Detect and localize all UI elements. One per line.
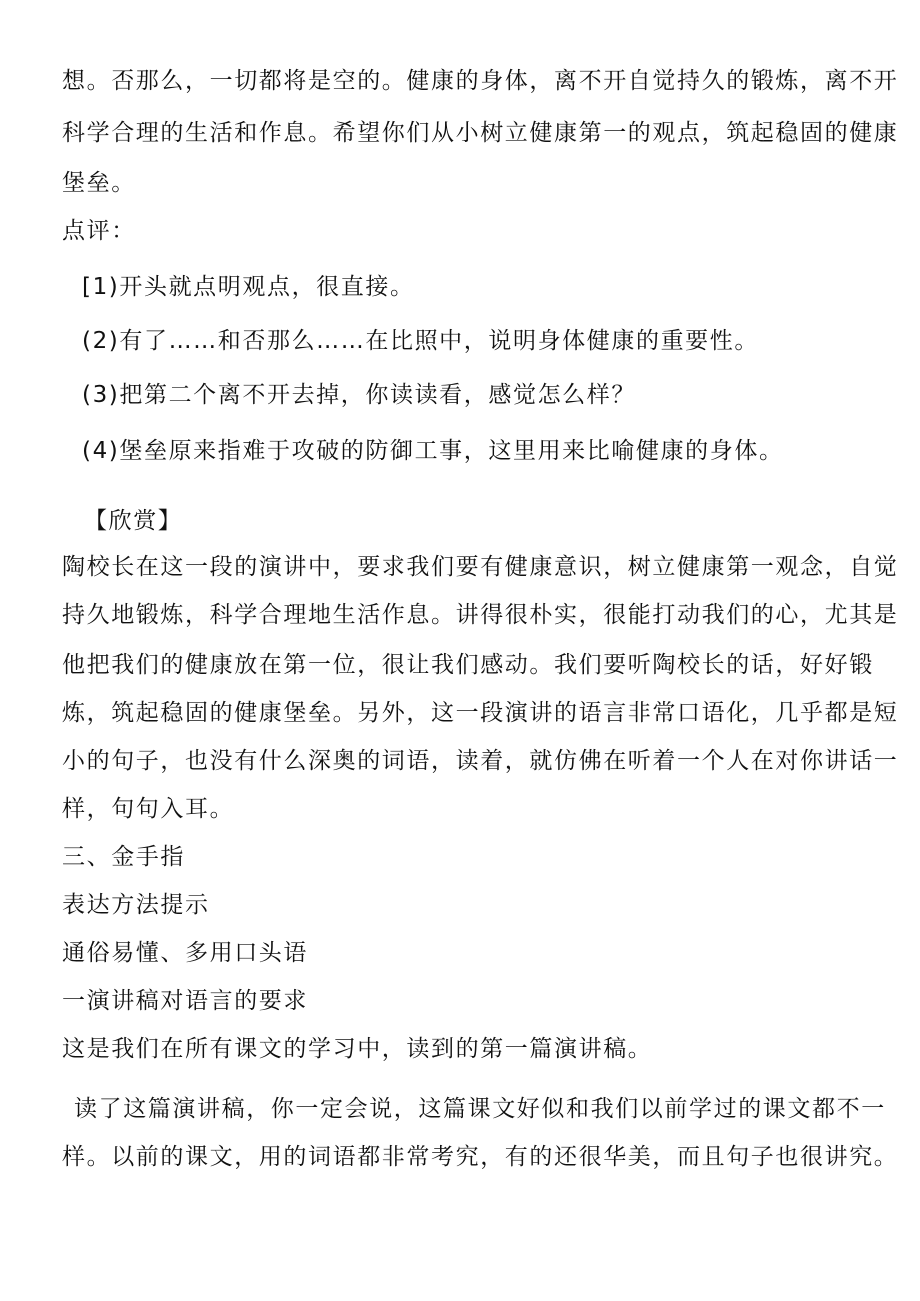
appreciation-line-6: 样，句句入耳。 (62, 796, 235, 822)
appreciation-line-2: 持久地锻炼，科学合理地生活作息。讲得很朴实，很能打动我们的心，尤其是 (62, 602, 899, 628)
appreciation-line-1: 陶校长在这一段的演讲中，要求我们要有健康意识，树立健康第一观念，自觉 (62, 554, 899, 580)
section3-intro: 这是我们在所有课文的学习中，读到的第一篇演讲稿。 (62, 1036, 653, 1062)
review-note-4: (4)堡垒原来指难于攻破的防御工事，这里用来比喻健康的身体。 (82, 438, 784, 464)
appreciation-heading: 【欣赏】 (84, 508, 183, 534)
paragraph1-line-1: 想。否那么，一切都将是空的。健康的身体，离不开自觉持久的锻炼，离不开 (62, 68, 899, 94)
section3-heading: 三、金手指 (62, 844, 185, 870)
paragraph1-line-2: 科学合理的生活和作息。希望你们从小树立健康第一的观点，筑起稳固的健康 (62, 120, 899, 146)
section3-subheading-2: 通俗易懂、多用口头语 (62, 940, 308, 966)
review-note-2: (2)有了……和否那么……在比照中，说明身体健康的重要性。 (82, 328, 759, 354)
section3-paragraph-line-2: 样。以前的课文，用的词语都非常考究，有的还很华美，而且句子也很讲究。 (62, 1144, 899, 1170)
review-heading: 点评： (62, 218, 136, 244)
appreciation-line-3: 他把我们的健康放在第一位，很让我们感动。我们要听陶校长的话，好好锻 (62, 652, 874, 678)
review-note-1: [1)开头就点明观点，很直接。 (82, 274, 415, 300)
appreciation-line-4: 炼，筑起稳固的健康堡垒。另外，这一段演讲的语言非常口语化，几乎都是短 (62, 700, 899, 726)
appreciation-line-5: 小的句子，也没有什么深奥的词语，读着，就仿佛在听着一个人在对你讲话一 (62, 748, 899, 774)
section3-subheading-1: 表达方法提示 (62, 892, 210, 918)
review-note-3: (3)把第二个离不开去掉，你读读看，感觉怎么样？ (82, 382, 636, 408)
section3-paragraph-line-1: 读了这篇演讲稿，你一定会说，这篇课文好似和我们以前学过的课文都不一 (74, 1096, 886, 1122)
paragraph1-line-3: 堡垒。 (62, 170, 136, 196)
section3-subheading-3: 一演讲稿对语言的要求 (62, 988, 308, 1014)
